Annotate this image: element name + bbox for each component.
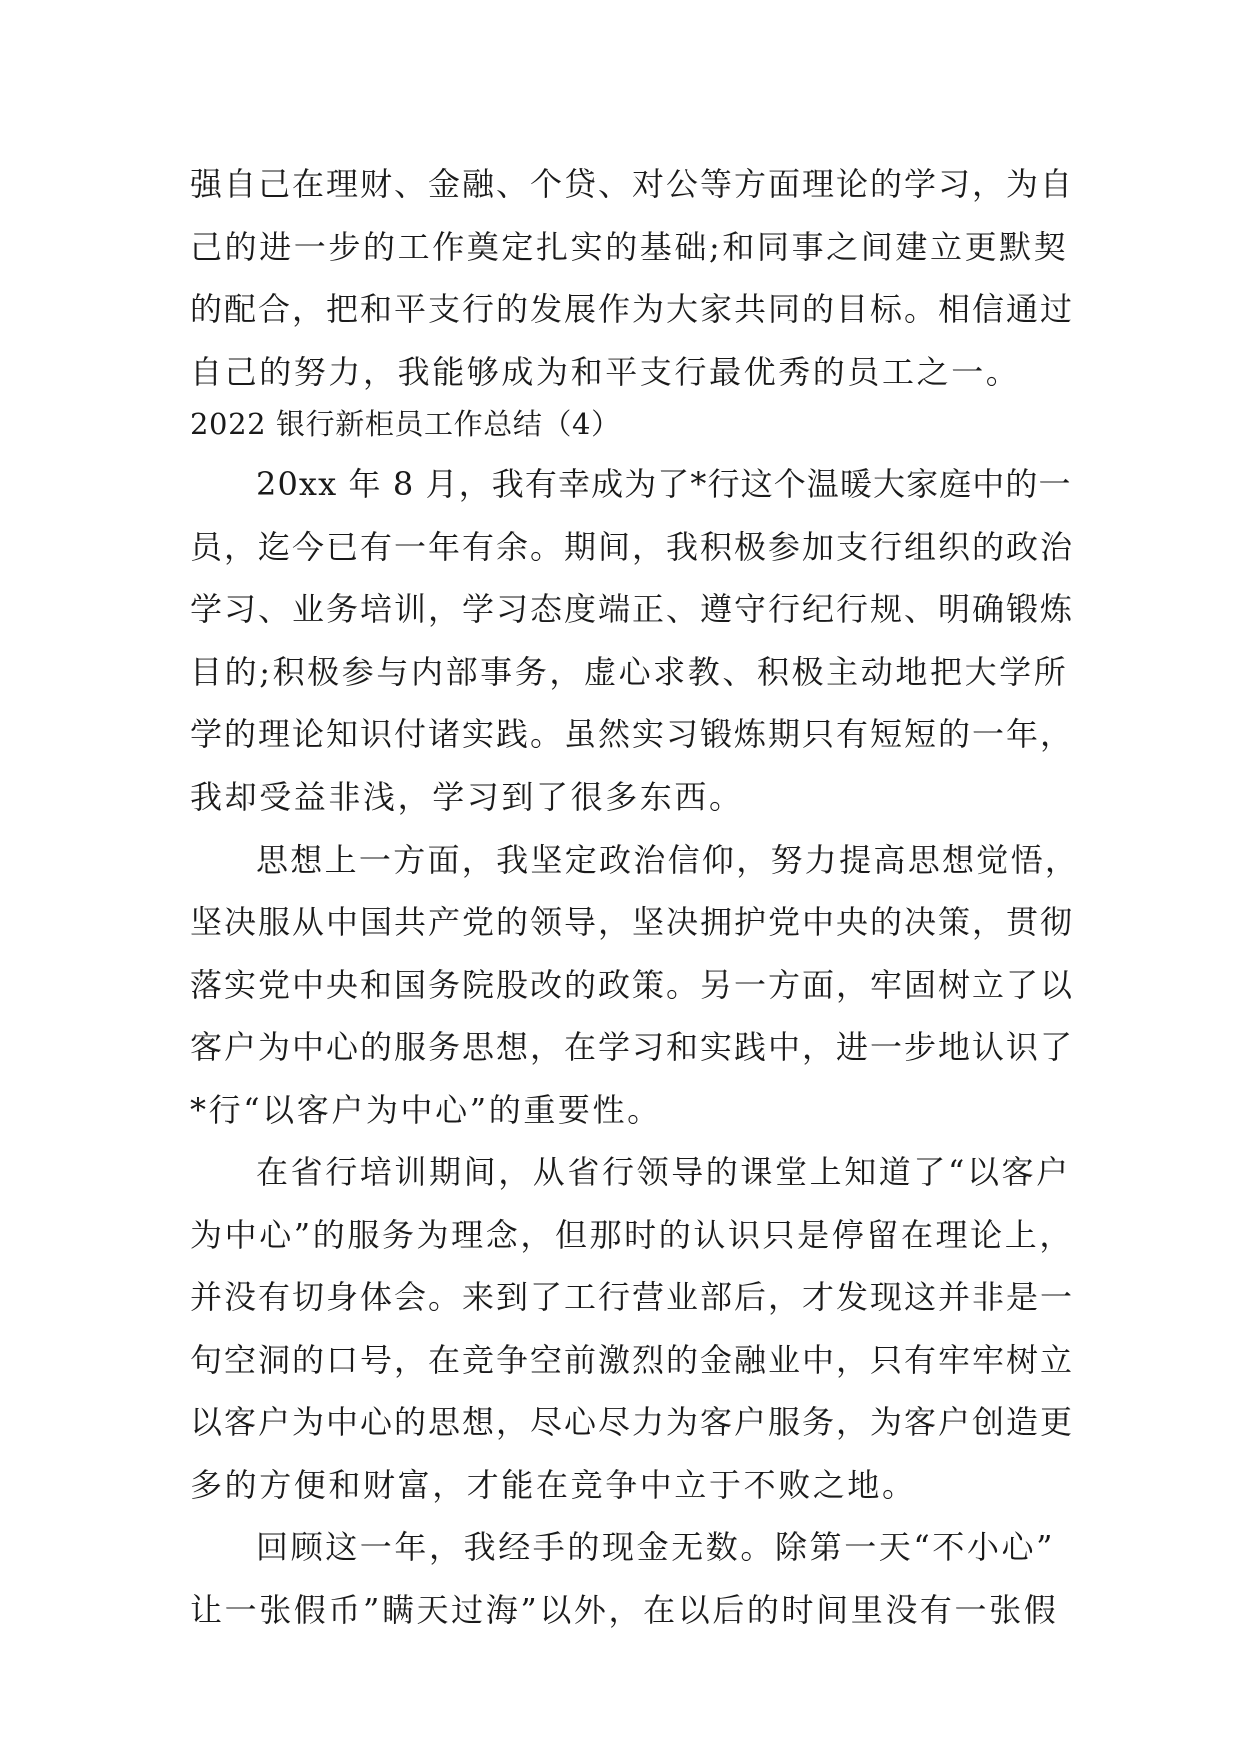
paragraph-line: 为中心”的服务为理念，但那时的认识只是停留在理论上， (190, 1216, 1074, 1254)
text-line: 己的进一步的工作奠定扎实的基础;和同事之间建立更默契 (190, 228, 1069, 266)
paragraph-line: 落实党中央和国务院股改的政策。另一方面，牢固树立了以 (190, 966, 1075, 1004)
paragraph-line: 学的理论知识付诸实践。虽然实习锻炼期只有短短的一年， (190, 715, 1075, 753)
paragraph-line: 以客户为中心的思想，尽心尽力为客户服务，为客户创造更 (190, 1403, 1075, 1441)
text-line: 自己的努力，我能够成为和平支行最优秀的员工之一。 (190, 353, 1021, 391)
paragraph-line: 让一张假币”瞒天过海”以外，在以后的时间里没有一张假 (190, 1591, 1059, 1629)
text-line: 强自己在理财、金融、个贷、对公等方面理论的学习，为自 (190, 165, 1075, 203)
section-title: 2022 银行新柜员工作总结（4） (190, 407, 621, 441)
paragraph-line: *行“以客户为中心”的重要性。 (190, 1091, 662, 1129)
paragraph-line: 并没有切身体会。来到了工行营业部后，才发现这并非是一 (190, 1278, 1075, 1316)
paragraph-line: 思想上一方面，我坚定政治信仰，努力提高思想觉悟， (256, 841, 1080, 879)
text-line: 的配合，把和平支行的发展作为大家共同的目标。相信通过 (190, 290, 1075, 328)
paragraph-line: 目的;积极参与内部事务，虚心求教、积极主动地把大学所 (190, 653, 1069, 691)
paragraph-line: 坚决服从中国共产党的领导，坚决拥护党中央的决策，贯彻 (190, 903, 1075, 941)
paragraph-line: 在省行培训期间，从省行领导的课堂上知道了“以客户 (256, 1153, 1071, 1191)
paragraph-line: 回顾这一年，我经手的现金无数。除第一天“不小心” (256, 1528, 1056, 1566)
paragraph-line: 20xx 年 8 月，我有幸成为了*行这个温暖大家庭中的一 (256, 465, 1072, 503)
paragraph-line: 我却受益非浅，学习到了很多东西。 (190, 778, 744, 816)
paragraph-line: 客户为中心的服务思想，在学习和实践中，进一步地认识了 (190, 1028, 1075, 1066)
paragraph-line: 员，迄今已有一年有余。期间，我积极参加支行组织的政治 (190, 528, 1075, 566)
paragraph-line: 多的方便和财富，才能在竞争中立于不败之地。 (190, 1466, 917, 1504)
paragraph-line: 学习、业务培训，学习态度端正、遵守行纪行规、明确锻炼 (190, 590, 1075, 628)
paragraph-line: 句空洞的口号，在竞争空前激烈的金融业中，只有牢牢树立 (190, 1341, 1075, 1379)
